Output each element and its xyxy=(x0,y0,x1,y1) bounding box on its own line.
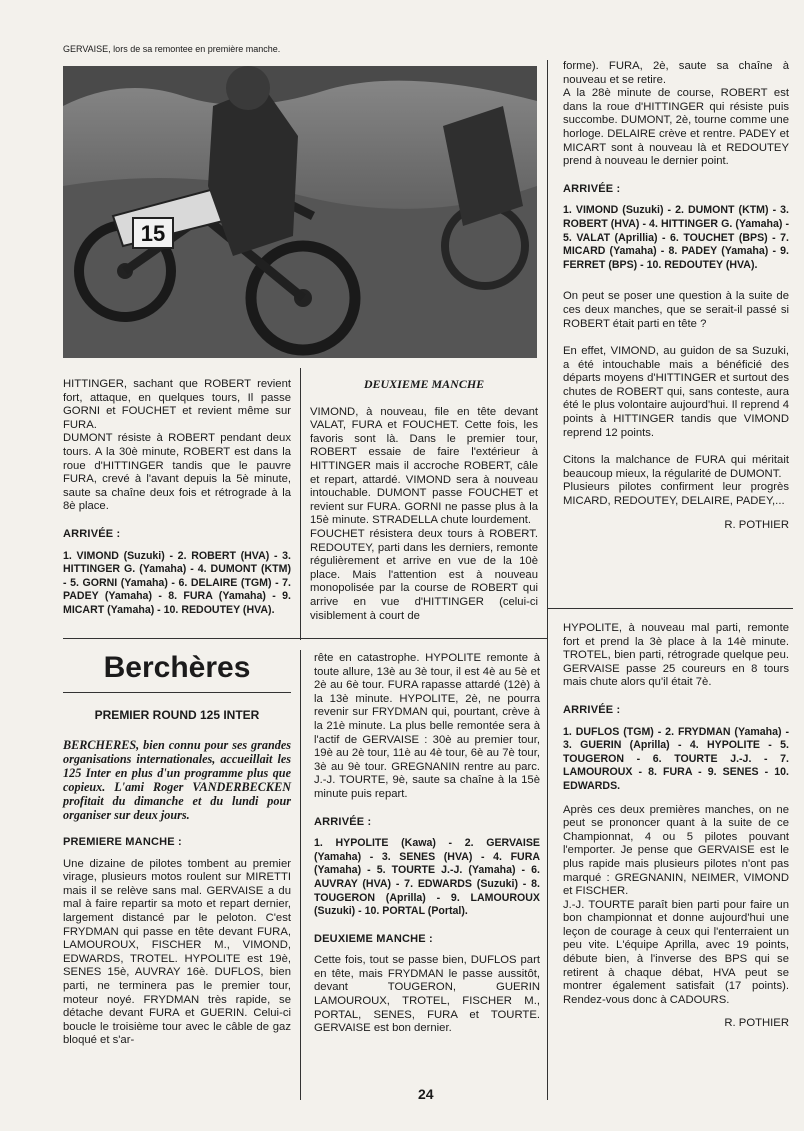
section-heading: DEUXIEME MANCHE : xyxy=(314,932,433,945)
paragraph: On peut se poser une question à la suite de ces deux manches, que se serait-il passé si ROBERT était parti en tête ? xyxy=(563,290,789,330)
paragraph: Après ces deux premières manches, on ne peut se prononcer quant à la suite de ce Championnat, 4 ou 5 pilotes pouvant l'emporter. Je pense que GERVAISE est le plus rapide mais plusieurs pilotes n'ont pas marqué : GREGNANIN, NEIMER, VIMOND et FISCHER. xyxy=(563,803,789,898)
article-subtitle: PREMIER ROUND 125 INTER xyxy=(94,708,260,722)
paragraph: Citons la malchance de FURA qui méritait beaucoup mieux, la régularité de DUMONT. xyxy=(563,454,789,480)
column-1-bottom xyxy=(63,738,291,1058)
paragraph: Plusieurs pilotes confirment leur progrès MICARD, REDOUTEY, DELAIRE, PADEY,... xyxy=(563,481,789,508)
paragraph: Une dizaine de pilotes tombent au premier virage, plusieurs motos roulent sur MIRETTI mais il se relève sans mal. GERVAISE a du mal à faire repartir sa moto et repart dernier, largement distancé par le peloton. C'est FRYDMAN qui passe en tête devant FURA, LAMOUROUX, FISCHER M., VIMOND, EDWARDS, TROTEL. HYPOLITE est 19è, SENES 15è, AUVRAY 16è. DUFLOS, bien parti, ne terminera pas le premier tour, moteur noyé. FRYDMAN très rapide, se détache devant FURA et GUERIN. Celui-ci boucle le troisième tour avec le câble de gaz bloqué et s'ar- xyxy=(63,857,291,1047)
results-list: 1. DUFLOS (TGM) - 2. FRYDMAN (Yamaha) - 3. GUERIN (Aprilla) - 4. HYPOLITE - 5. TOUGERON - 6. TOURTE J.-J. - 7. LAMOUROUX - 8. FURA - 9. SENES - 10. EDWARDS. xyxy=(563,725,789,792)
paragraph: HYPOLITE, à nouveau mal parti, remonte fort et prend la 3è place à la 14è minute. TROTEL, bien parti, rétrograde quelque peu. GERVAISE passe 25 coureurs en 8 tours mais chute alors qu'il était 7è. xyxy=(563,622,789,689)
signature: R. POTHIER xyxy=(724,518,789,531)
number-plate: 15 xyxy=(140,221,166,246)
results-list: 1. HYPOLITE (Kawa) - 2. GERVAISE (Yamaha) - 3. SENES (HVA) - 4. FURA (Yamaha) - 5. TOURTE J.-J. (Yamaha) - 6. AUVRAY (HVA) - 7. EDWARDS (Suzuki) - 8. TOUGERON (Aprilla) - 9. LAMOUROUX (Suzuki) - 10. PORTAL (Portal). xyxy=(314,837,540,918)
paragraph: J.-J. TOURTE paraît bien parti pour faire un bon championnat et donne aujourd'hui une leçon de courage à ceux qui l'enterraient un peu vite. L'équipe Aprilla, avec 19 points, débute bien, à l'inverse des BPS qui se retirent à chaque débat, HVA peut se montrer également satisfait (17 points). Rendez-vous donc à CADOURS. xyxy=(563,898,789,1006)
results-list: 1. VIMOND (Suzuki) - 2. DUMONT (KTM) - 3. ROBERT (HVA) - 4. HITTINGER G. (Yamaha) - 5. VALAT (Aprillia) - 6. TOUCHET (BPS) - 7. MICARD (Yamaha) - 8. PADEY (Yamaha) - 9. FERRET (BPS) - 10. REDOUTEY (HVA). xyxy=(563,204,789,271)
section-rule xyxy=(63,638,547,639)
arrivee-heading: ARRIVÉE : xyxy=(563,703,621,716)
paragraph: HITTINGER, sachant que ROBERT revient fort, attaque, en quelques tours, Il passe GORNI et FOUCHET et revient même sur FURA. xyxy=(63,378,291,431)
title-rule xyxy=(63,692,291,693)
paragraph: rête en catastrophe. HYPOLITE remonte à toute allure, 13è au 3è tour, il est 4è au 5è et 2è au 6è tour. FURA rapasse attardé (12è) à la 13è minute. HYPOLITE, 2è, ne pourra revenir sur FRYDMAN qui, pourtant, crève à la 21è minute. La plus belle remontée sera à l'actif de GERVAISE : 30è au premier tour, 19è au 2è tour, 11è au 4è tour, 6è au 7è tour, 3è au 9è tour. GREGNANIN rentre au parc. J.-J. TOURTE, 9è, saute sa chaîne à la 15è minute puis repart. xyxy=(314,652,540,800)
results-list: 1. VIMOND (Suzuki) - 2. ROBERT (HVA) - 3. HITTINGER G. (Yamaha) - 4. DUMONT (KTM) - 5. GORNI (Yamaha) - 6. DELAIRE (TGM) - 7. PADEY (Yamaha) - 8. FURA (Yamaha) - 9. MICART (Yamaha) - 10. REDOUTEY (HVA). xyxy=(63,549,291,616)
column-rule xyxy=(547,60,548,1100)
page-number: 24 xyxy=(418,1086,434,1102)
signature: R. POTHIER xyxy=(724,1017,789,1030)
paragraph: A la 28è minute de course, ROBERT est dans la roue d'HITTINGER qui résiste puis succombe. DUMONT, 2è, tourne comme une horloge. DELAIRE crève et rentre. PADEY et MICART sont à nouveau là et REDOUTEY prend à nouveau le dernier point. xyxy=(563,87,789,168)
section-heading: DEUXIEME MANCHE xyxy=(363,377,485,391)
column-1-top xyxy=(63,378,291,628)
column-2-top xyxy=(310,372,538,633)
motocross-photo xyxy=(63,66,537,358)
section-rule xyxy=(548,608,793,609)
paragraph: FOUCHET résistera deux tours à ROBERT. REDOUTEY, parti dans les derniers, remonte régulièrement et arrive en vue de la 10è place. Mais l'attention est à nouveau monopolisée par la course de ROBERT qui arrive en vue d'HITTINGER (celui-ci visiblement à court de xyxy=(310,527,538,622)
column-rule xyxy=(300,650,301,1100)
paragraph: forme). FURA, 2è, saute sa chaîne à nouveau et se retire. xyxy=(563,60,789,86)
section-heading: PREMIERE MANCHE : xyxy=(63,836,182,848)
motocross-rider-image xyxy=(63,66,537,358)
article-title: Berchères xyxy=(103,651,251,684)
intro-paragraph: BERCHERES, bien connu pour ses grandes organisations internationales, accueillait les 125 Inter en plus d'un programme plus que copieux. L'ami Roger VANDERBECKEN profitait du dimanche et du lundi pour organiser sur deux jours. xyxy=(63,738,291,822)
arrivee-heading: ARRIVÉE : xyxy=(314,815,372,828)
photo-caption: GERVAISE, lors de sa remontee en première manche. xyxy=(63,44,281,54)
column-3-bottom xyxy=(563,622,789,1031)
paragraph: En effet, VIMOND, au guidon de sa Suzuki, a été intouchable mais a bénéficié des départs moyens d'HITTINGER et surtout des chutes de ROBERT qui, sans conteste, aura été le plus volontaire aujourd'hui. Il reprend 4 points à HITTINGER tandis que VIMOND reprend 12 points. xyxy=(563,345,789,439)
paragraph: VIMOND, à nouveau, file en tête devant VALAT, FURA et FOUCHET. Cette fois, les favoris sont là. Dans le premier tour, ROBERT essaie de faire l'extérieur à HITTINGER mais il accroche ROBERT, câle et repart, attardé. VIMOND sera à nouveau intouchable. DUMONT passe FOUCHET et revient sur FURA. GORNI ne passe plus à la 15è minute. STRADELLA chute lourdement. xyxy=(310,405,538,527)
arrivee-heading: ARRIVÉE : xyxy=(63,527,121,540)
column-rule xyxy=(300,368,301,640)
paragraph: DUMONT résiste à ROBERT pendant deux tours. A la 30è minute, ROBERT est dans la roue d'HITTINGER tandis que le pauvre FURA, crevé à l'avant depuis la 5è minute, saute sa chaîne deux fois et rétrograde à la 8è place. xyxy=(63,432,291,513)
column-2-bottom xyxy=(314,652,540,1046)
paragraph: Cette fois, tout se passe bien, DUFLOS part en tête, mais FRYDMAN le passe aussitôt, devant TOUGERON, GUERIN LAMOUROUX, TROTEL, FISCHER M., PORTAL, SENES, FURA et TOURTE. GERVAISE est bon dernier. xyxy=(314,954,540,1035)
arrivee-heading: ARRIVÉE : xyxy=(563,182,621,195)
column-3-top xyxy=(563,60,789,532)
